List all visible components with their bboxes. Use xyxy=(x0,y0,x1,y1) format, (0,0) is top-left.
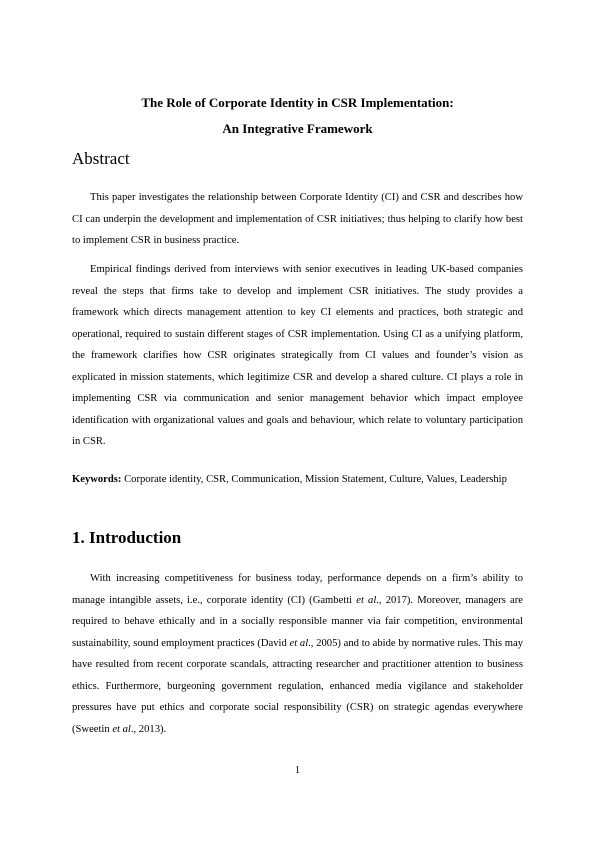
keywords-text: Corporate identity, CSR, Communication, Mission Statement, Culture, Values, Leadership xyxy=(121,474,507,485)
page-number: 1 xyxy=(295,765,300,776)
keywords xyxy=(72,467,523,493)
introduction-heading: 1. Introduction xyxy=(72,528,182,547)
abstract-paragraph-1: This paper investigates the relationship between Corporate Identity (CI) and CSR and describes how CI can underpin the development and implementation of CSR initiatives; thus helping to clarify how best to implement CSR in business practice. xyxy=(72,192,523,246)
intro-etal-3: et al xyxy=(112,723,131,735)
intro-text-2: ., 2017). Moreover, managers are required to behave ethically and in a socially responsible manner via fair competition, environmental sustainability, sound employment practices (David xyxy=(72,594,523,649)
introduction-paragraph xyxy=(72,568,523,740)
intro-text-4: ., 2013). xyxy=(130,723,167,735)
intro-text-1: With increasing competitiveness for business today, performance depends on a firm’s ability to manage intangible assets, i.e., corporate identity (CI) (Gambetti xyxy=(72,573,523,606)
keywords-label: Keywords: xyxy=(72,474,122,485)
paper-title-line-1: The Role of Corporate Identity in CSR Implementation: xyxy=(141,95,454,110)
paper-title-line-2: An Integrative Framework xyxy=(222,121,373,136)
abstract-heading: Abstract xyxy=(72,149,130,168)
intro-text-3: ., 2005) and to abide by normative rules. This may have resulted from recent corporate scandals, attracting researcher and practitioner attention to business ethics. Furthermore, burgeoning government regulation, enhanced media vigilance and stakeholder pressures have put ethics and corporate social responsibility (CSR) on strategic agendas everywhere (Sweetin xyxy=(72,637,523,735)
intro-etal-2: et al xyxy=(289,637,309,649)
abstract-paragraph-2: Empirical findings derived from interviews with senior executives in leading UK-based companies reveal the steps that firms take to develop and implement CSR initiatives. The study provides a framework which directs management attention to key CI elements and practices, both strategic and operational, required to sustain different stages of CSR implementation. Using CI as a unifying platform, the framework clarifies how CSR originates strategically from CI values and founder’s vision as explicated in mission statements, which legitimize CSR and develop a shared culture. CI plays a role in implementing CSR via communication and senior management behavior which impact employee identification with organizational values and goals and behaviour, which relate to voluntary participation in CSR. xyxy=(72,264,523,447)
intro-etal-1: et al xyxy=(356,594,377,606)
